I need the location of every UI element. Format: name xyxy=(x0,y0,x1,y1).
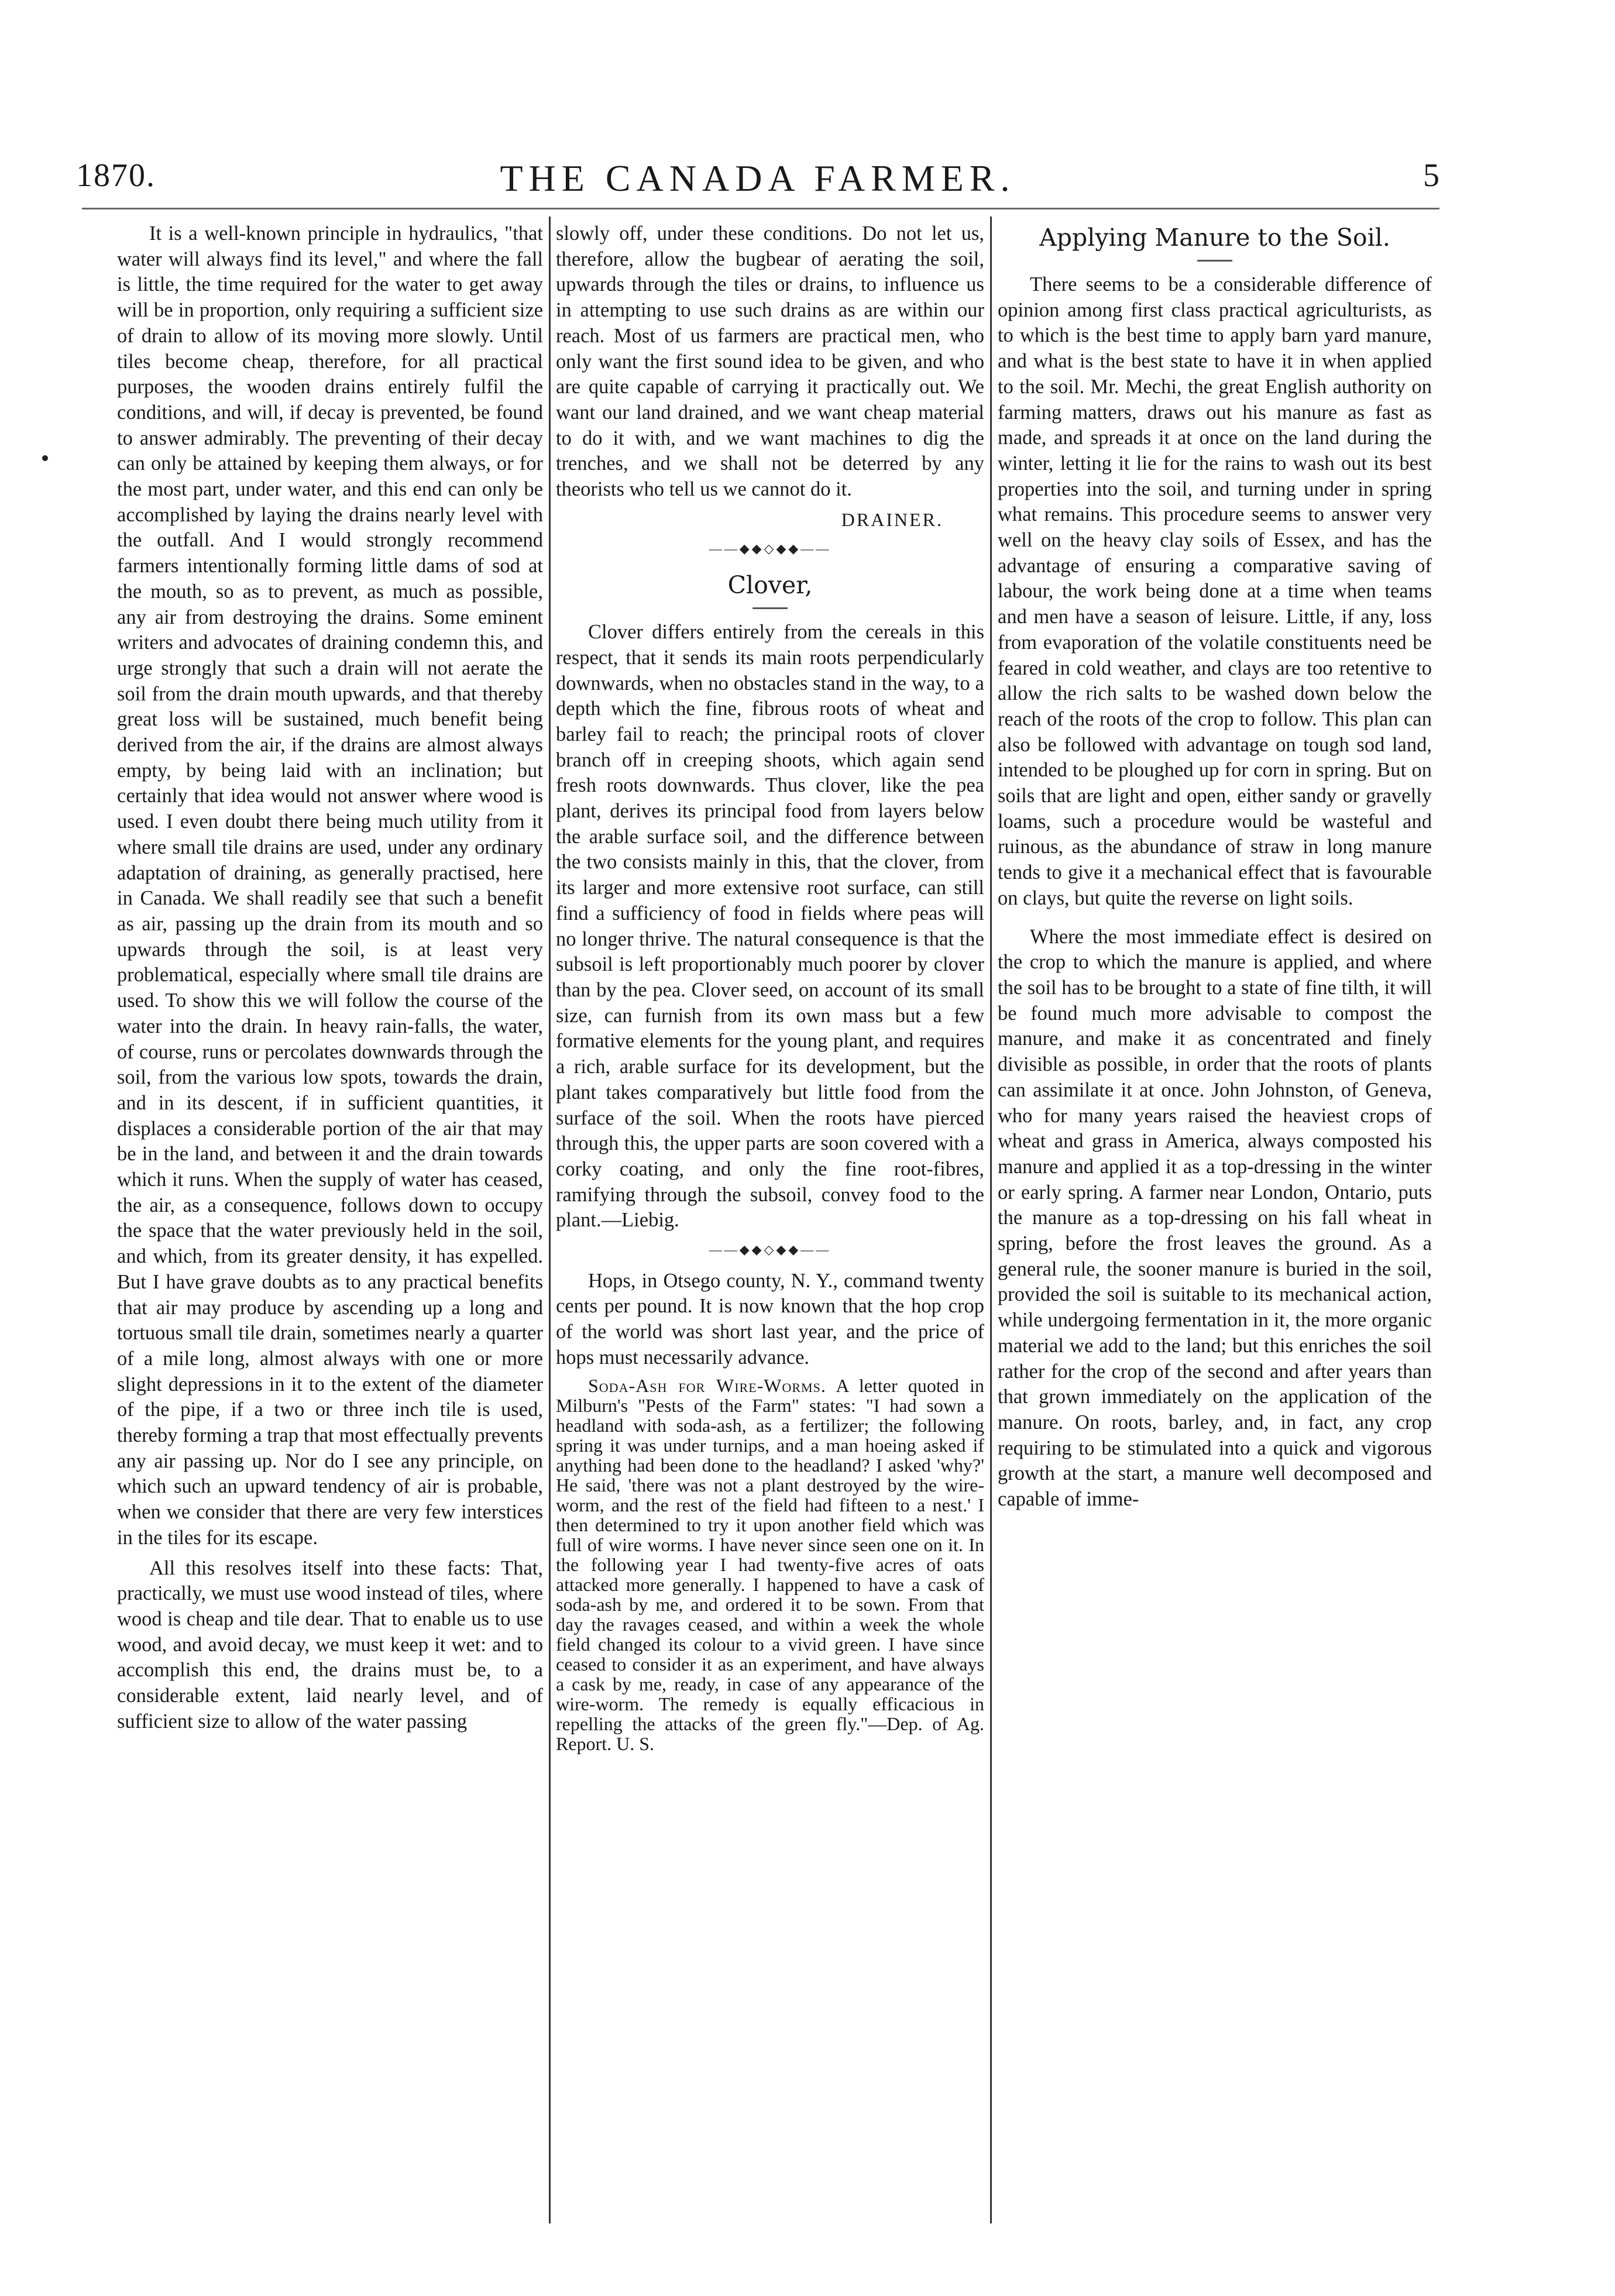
masthead-title: THE CANADA FARMER. xyxy=(500,157,1016,199)
manure-heading: Applying Manure to the Soil. xyxy=(1039,224,1390,252)
drainage-continued: slowly off, under these conditions. Do not let us, therefore, allow the bugbear of aerating the soil, upwards through the tiles or drains, to influence us in attempting to use such drains as are within our reach. Most of us farmers are practical men, who only want the first sound idea to be given, and who are quite capable of carrying it practically out. We want our land drained, and we want cheap material to do it with, and we want machines to dig the trenches, and we shall not be deterred by any theorists who tell us we cannot do it. xyxy=(556,222,984,501)
drainage-paragraph-2: All this resolves itself into these facts: That, practically, we must use wood instead of tiles, where wood is cheap and tile dear. That to enable us to use wood, and avoid decay, we must keep it wet: and to accomplish this end, the drains must be, to a considerable extent, laid nearly level, and of sufficient size to allow of the water passing xyxy=(117,1556,543,1733)
issue-year: 1870. xyxy=(76,157,156,194)
manure-paragraph-2: Where the most immediate effect is desired on the crop to which the manure is applied, and where the soil has to be brought to a state of fine tilth, it will be found much more advisable to compost the manure, and make it as concentrated and finely divisible as possible, in order that the roots of plants can assimilate it at once. John Johnston, of Geneva, who for many years raised the heaviest crops of wheat and grass in America, always composted his manure and applied it as a top-dressing in the winter or early spring. A farmer near London, Ontario, puts the manure as a top-dressing on his fall wheat in spring, before the frost leaves the ground. As a general rule, the sooner manure is buried in the soil, provided the soil is suitable to its mechanical action, while undergoing fermentation in it, the more organic material we add to the land; but this enriches the soil rather for the crop of the second and after years than that grown immediately on the application of the manure. On roots, barley, and, in fact, any crop requiring to be stimulated into a quick and vigorous growth at the start, a manure well decomposed and capable of imme- xyxy=(998,925,1432,1511)
soda-ash-text: A letter quoted in Milburn's "Pests of the Farm" states: "I had sown a headland with soda-ash, as a fertilizer; the following spring it was under turnips, and a man hoeing asked if anything had been done to the headland? I asked 'why?' He said, 'there was not a plant destroyed by the wire-worm, and the rest of the field had fifteen to a nest.' I then determined to try it upon another field which was full of wire worms. I have never since seen one on it. In the following year I had twenty-five acres of oats attacked more generally. I happened to have a cask of soda-ash by me, and ordered it to be sown. From that day the ravages ceased, and within a week the whole field changed its colour to a vivid green. I have since ceased to consider it as an experiment, and have always a cask by me, ready, in case of any appearance of the wire-worm. The remedy is equally efficacious in repelling the attacks of the green fly."—Dep. of Ag. Report. U. S. xyxy=(556,1374,984,1754)
soda-ash-heading: Soda-Ash for Wire-Worms. xyxy=(588,1374,826,1396)
section-divider-ornament: ——◆◆◇◆◆—— xyxy=(709,541,831,556)
section-divider-ornament: ——◆◆◇◆◆—— xyxy=(709,1242,831,1257)
margin-mark xyxy=(42,455,48,461)
column-divider-2 xyxy=(990,216,992,2223)
author-signature: DRAINER. xyxy=(841,508,943,530)
header-rule xyxy=(82,208,1439,209)
heading-rule xyxy=(1197,260,1232,262)
page-header xyxy=(76,157,1439,209)
page-number: 5 xyxy=(1423,157,1439,194)
column-2 xyxy=(556,221,984,2234)
column-1 xyxy=(117,221,543,2234)
drainage-paragraph-1: It is a well-known principle in hydraulics, "that water will always find its level," and where the fall is little, the time required for the water to get away will be in proportion, only requiring a sufficient size of drain to allow of its moving more slowly. Until tiles become cheap, therefore, for all practical purposes, the wooden drains entirely fulfil the conditions, and will, if decay is prevented, be found to answer admirably. The preventing of their decay can only be attained by keeping them always, or for the most part, under water, and this end can only be accomplished by laying the drains nearly level with the outfall. And I would strongly recommend farmers intentionally forming little dams of sod at the mouth, so as to prevent, as much as possible, any air from destroying the drains. Some eminent writers and advocates of draining condemn this, and urge strongly that such a drain will not aerate the soil from the drain mouth upwards, and that thereby great loss will be sustained, much benefit being derived from the air, if the drains are almost always empty, by being laid with an inclination; but certainly that idea would not answer where wood is used. I even doubt there being much utility from it where small tile drains are used, under any ordinary adaptation of draining, as generally practised, here in Canada. We shall readily see that such a benefit as air, passing up the drain from its mouth and so upwards through the soil, is at least very problematical, especially where small tile drains are used. To show this we will follow the course of the water into the drain. In heavy rain-falls, the water, of course, runs or percolates downwards through the soil, from the various low spots, towards the drain, and in its descent, if in sufficient quantities, it displaces a considerable portion of the air that may be in the land, and between it and the drain towards which it runs. When the supply of water has ceased, the air, as a consequence, follows down to occupy the space that the water previously held in the soil, and which, from its greater density, it has expelled. But I have grave doubts as to any practical benefits that air may produce by ascending up a long and tortuous small tile drain, sometimes nearly a quarter of a mile long, almost always with one or more slight depressions in it to the extent of the diameter of the pipe, if a two or three inch tile is used, thereby forming a trap that most effectually prevents any air passing up. Nor do I see any principle, on which such an upward tendency of air is probable, when we consider that there are very few interstices in the tiles for its escape. xyxy=(117,222,543,1549)
soda-ash-paragraph xyxy=(556,1376,984,1754)
manure-paragraph-1: There seems to be a considerable difference of opinion among first class practical agriculturists, as to which is the best time to apply barn yard manure, and what is the best state to have it in when applied to the soil. Mr. Mechi, the great English authority on farming matters, draws out his manure as fast as made, and spreads it at once on the land during the winter, letting it lie for the rains to wash out its best properties into the soil, and turning under in spring what remains. This procedure seems to answer very well on the heavy clay soils of Essex, and has the advantage of ensuring a comparative saving of labour, the work being done at a time when teams and men have a season of leisure. Little, if any, loss from evaporation of the volatile constituents need be feared in cold weather, and clays are too retentive to allow the rich salts to be washed down below the reach of the roots of the crop to follow. This plan can also be followed with advantage on tough sod land, intended to be ploughed up for corn in spring. But on soils that are light and open, either sandy or gravelly loams, such a procedure would be wasteful and ruinous, as the abundance of straw in long manure tends to give it a mechanical effect that is favourable on clays, but quite the reverse on light soils. xyxy=(998,273,1432,909)
heading-rule xyxy=(752,607,788,609)
column-divider-1 xyxy=(549,216,551,2223)
hops-paragraph: Hops, in Otsego county, N. Y., command twenty cents per pound. It is now known that the hop crop of the world was short last year, and the price of hops must necessarily advance. xyxy=(556,1269,984,1369)
clover-heading: Clover, xyxy=(727,571,813,600)
column-3 xyxy=(998,221,1432,2234)
clover-paragraph: Clover differs entirely from the cereals in this respect, that it sends its main roots perpendicularly downwards, when no obstacles stand in the way, to a depth which the fine, fibrous roots of wheat and barley fail to reach; the principal roots of clover branch off in creeping shoots, which again send fresh roots downwards. Thus clover, like the pea plant, derives its principal food from layers below the arable surface soil, and the difference between the two consists mainly in this, that the clover, from its larger and more extensive root surface, can still find a sufficiency of food in fields where peas will no longer thrive. The natural consequence is that the subsoil is left proportionably much poorer by clover than by the pea. Clover seed, on account of its small size, can furnish from its own mass but a few formative elements for the young plant, and requires a rich, arable surface for its development, but the plant takes comparatively but little food from the surface of the soil. When the roots have pierced through this, the upper parts are soon covered with a corky coating, and only the fine root-fibres, ramifying through the subsoil, convey food to the plant.—Liebig. xyxy=(556,621,984,1232)
